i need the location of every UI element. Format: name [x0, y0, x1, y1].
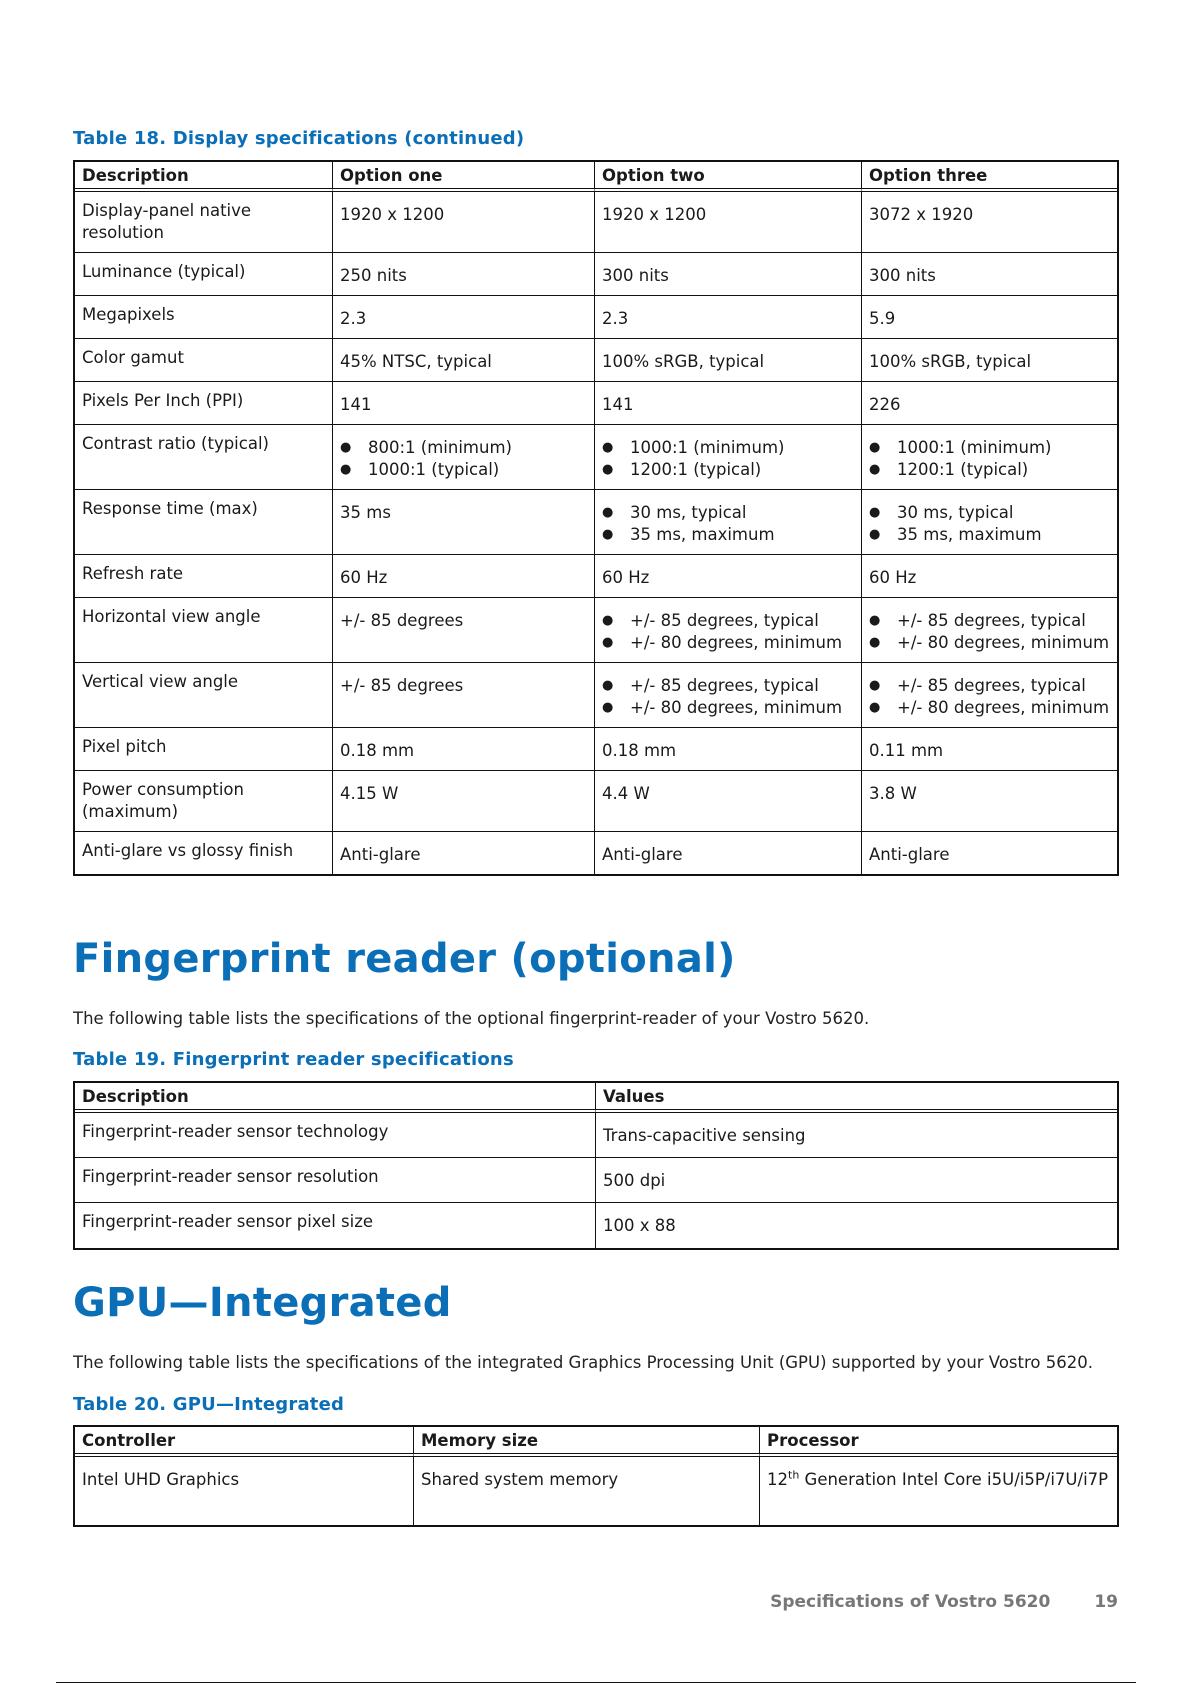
- header-option-one: Option one: [333, 162, 595, 192]
- row-description: Pixel pitch: [75, 728, 333, 771]
- bullet-item: ● +/- 80 degrees, minimum: [869, 697, 1110, 719]
- table-row: [75, 382, 1117, 425]
- row-description: Power consumption (maximum): [75, 771, 333, 832]
- fingerprint-heading: Fingerprint reader (optional): [73, 936, 736, 982]
- page-number: 19: [1094, 1592, 1118, 1612]
- row-value: 60 Hz: [862, 555, 1117, 598]
- row-description: Luminance (typical): [75, 253, 333, 296]
- table-row: [75, 728, 1117, 771]
- table-row: [75, 663, 1117, 728]
- table-header-row: [75, 1427, 1117, 1457]
- table-19-caption: Table 19. Fingerprint reader specifications: [73, 1049, 514, 1070]
- row-value: 100% sRGB, typical: [862, 339, 1117, 382]
- bullet-item: ● 1000:1 (minimum): [869, 437, 1110, 459]
- row-value: 1920 x 1200: [595, 192, 862, 253]
- row-description: Display-panel native resolution: [75, 192, 333, 253]
- gpu-controller: Intel UHD Graphics: [75, 1457, 414, 1525]
- row-value: 141: [595, 382, 862, 425]
- row-value: 0.18 mm: [595, 728, 862, 771]
- bullet-item: ● +/- 85 degrees, typical: [869, 675, 1110, 697]
- row-value: +/- 85 degrees: [333, 663, 595, 728]
- row-value: 100% sRGB, typical: [595, 339, 862, 382]
- table-20-caption: Table 20. GPU—Integrated: [73, 1394, 345, 1415]
- table-row: [75, 1113, 1117, 1158]
- footer-title: Specifications of Vostro 5620: [770, 1592, 1051, 1612]
- table-row: [75, 425, 1117, 490]
- table-row: [75, 296, 1117, 339]
- bullet-item: ● 1200:1 (typical): [869, 459, 1110, 481]
- bullet-item: ● +/- 85 degrees, typical: [602, 610, 854, 632]
- row-value-list: [595, 663, 862, 728]
- row-value: Trans-capacitive sensing: [596, 1113, 1117, 1158]
- row-value: 141: [333, 382, 595, 425]
- table-header-row: [75, 162, 1117, 192]
- processor-ordinal-suffix: th: [788, 1468, 800, 1482]
- row-description: Contrast ratio (typical): [75, 425, 333, 490]
- row-value: 300 nits: [595, 253, 862, 296]
- table-row: [75, 771, 1117, 832]
- row-value: 250 nits: [333, 253, 595, 296]
- row-description: Fingerprint-reader sensor resolution: [75, 1158, 596, 1203]
- gpu-memory: Shared system memory: [414, 1457, 760, 1525]
- bullet-item: ● +/- 80 degrees, minimum: [602, 697, 854, 719]
- table-row: [75, 490, 1117, 555]
- header-option-two: Option two: [595, 162, 862, 192]
- bullet-item: ● +/- 85 degrees, typical: [602, 675, 854, 697]
- row-description: Anti-glare vs glossy finish: [75, 832, 333, 874]
- page-footer: [770, 1592, 1118, 1612]
- row-value: 45% NTSC, typical: [333, 339, 595, 382]
- bullet-item: ● 1200:1 (typical): [602, 459, 854, 481]
- row-value: 300 nits: [862, 253, 1117, 296]
- row-value: Anti-glare: [333, 832, 595, 874]
- row-value-list: [862, 490, 1117, 555]
- bullet-item: ● 35 ms, maximum: [602, 524, 854, 546]
- table-row: [75, 339, 1117, 382]
- table-row: [75, 253, 1117, 296]
- gpu-table: [73, 1425, 1119, 1527]
- row-value: 4.4 W: [595, 771, 862, 832]
- bullet-item: ● 1000:1 (minimum): [602, 437, 854, 459]
- row-description: Refresh rate: [75, 555, 333, 598]
- bullet-list: [869, 610, 1110, 654]
- header-processor: Processor: [760, 1427, 1117, 1457]
- table-row: [75, 1457, 1117, 1525]
- bullet-item: ● +/- 80 degrees, minimum: [869, 632, 1110, 654]
- bullet-item: ● +/- 80 degrees, minimum: [602, 632, 854, 654]
- table-row: [75, 555, 1117, 598]
- row-value-list: [333, 425, 595, 490]
- bullet-list: [602, 437, 854, 481]
- bullet-item: ● +/- 85 degrees, typical: [869, 610, 1110, 632]
- bullet-item: ● 30 ms, typical: [602, 502, 854, 524]
- row-description: Pixels Per Inch (PPI): [75, 382, 333, 425]
- row-value: 1920 x 1200: [333, 192, 595, 253]
- row-value: Anti-glare: [595, 832, 862, 874]
- bullet-list: [340, 437, 587, 481]
- row-value-list: [862, 425, 1117, 490]
- bullet-list: [602, 610, 854, 654]
- bullet-list: [602, 675, 854, 719]
- processor-text: Generation Intel Core i5U/i5P/i7U/i7P: [799, 1470, 1109, 1489]
- bullet-list: [602, 502, 854, 546]
- table-header-row: [75, 1083, 1117, 1113]
- row-description: Response time (max): [75, 490, 333, 555]
- table-row: [75, 1203, 1117, 1248]
- row-value: 500 dpi: [596, 1158, 1117, 1203]
- bullet-item: ● 1000:1 (typical): [340, 459, 587, 481]
- header-option-three: Option three: [862, 162, 1117, 192]
- row-value: 35 ms: [333, 490, 595, 555]
- processor-generation-number: 12: [767, 1470, 788, 1489]
- header-values: Values: [596, 1083, 1117, 1113]
- bullet-item: ● 800:1 (minimum): [340, 437, 587, 459]
- row-value: 226: [862, 382, 1117, 425]
- row-value: 0.11 mm: [862, 728, 1117, 771]
- bullet-list: [869, 502, 1110, 546]
- table-row: [75, 1158, 1117, 1203]
- bullet-item: ● 35 ms, maximum: [869, 524, 1110, 546]
- row-value: 60 Hz: [595, 555, 862, 598]
- row-value-list: [862, 598, 1117, 663]
- header-controller: Controller: [75, 1427, 414, 1457]
- gpu-intro: The following table lists the specifications of the integrated Graphics Processing Unit (GPU) supported by your Vostro 5620.: [73, 1353, 1093, 1372]
- row-description: Color gamut: [75, 339, 333, 382]
- fingerprint-specs-table: [73, 1081, 1119, 1250]
- row-value: 2.3: [595, 296, 862, 339]
- table-18-caption: Table 18. Display specifications (continued): [73, 128, 525, 149]
- fingerprint-intro: The following table lists the specifications of the optional fingerprint-reader of your Vostro 5620.: [73, 1009, 870, 1028]
- bullet-list: [869, 437, 1110, 481]
- display-specs-table: [73, 160, 1119, 876]
- row-value: 60 Hz: [333, 555, 595, 598]
- row-value: +/- 85 degrees: [333, 598, 595, 663]
- row-description: Vertical view angle: [75, 663, 333, 728]
- table-row: [75, 598, 1117, 663]
- row-value: 4.15 W: [333, 771, 595, 832]
- row-description: Horizontal view angle: [75, 598, 333, 663]
- row-value-list: [595, 425, 862, 490]
- header-description: Description: [75, 1083, 596, 1113]
- bullet-list: [869, 675, 1110, 719]
- row-value-list: [595, 490, 862, 555]
- header-description: Description: [75, 162, 333, 192]
- row-description: Megapixels: [75, 296, 333, 339]
- row-description: Fingerprint-reader sensor pixel size: [75, 1203, 596, 1248]
- table-row: [75, 832, 1117, 874]
- row-value-list: [595, 598, 862, 663]
- row-value-list: [862, 663, 1117, 728]
- row-value: 5.9: [862, 296, 1117, 339]
- row-value: 2.3: [333, 296, 595, 339]
- row-value: 3.8 W: [862, 771, 1117, 832]
- row-value: 3072 x 1920: [862, 192, 1117, 253]
- gpu-heading: GPU—Integrated: [73, 1280, 452, 1326]
- row-value: 100 x 88: [603, 1216, 676, 1235]
- row-value: 0.18 mm: [333, 728, 595, 771]
- bottom-rule: [56, 1682, 1136, 1683]
- header-memory-size: Memory size: [414, 1427, 760, 1457]
- row-value: Anti-glare: [869, 845, 950, 864]
- gpu-processor: [760, 1457, 1117, 1525]
- row-description: Fingerprint-reader sensor technology: [75, 1113, 596, 1158]
- bullet-item: ● 30 ms, typical: [869, 502, 1110, 524]
- table-row: [75, 192, 1117, 253]
